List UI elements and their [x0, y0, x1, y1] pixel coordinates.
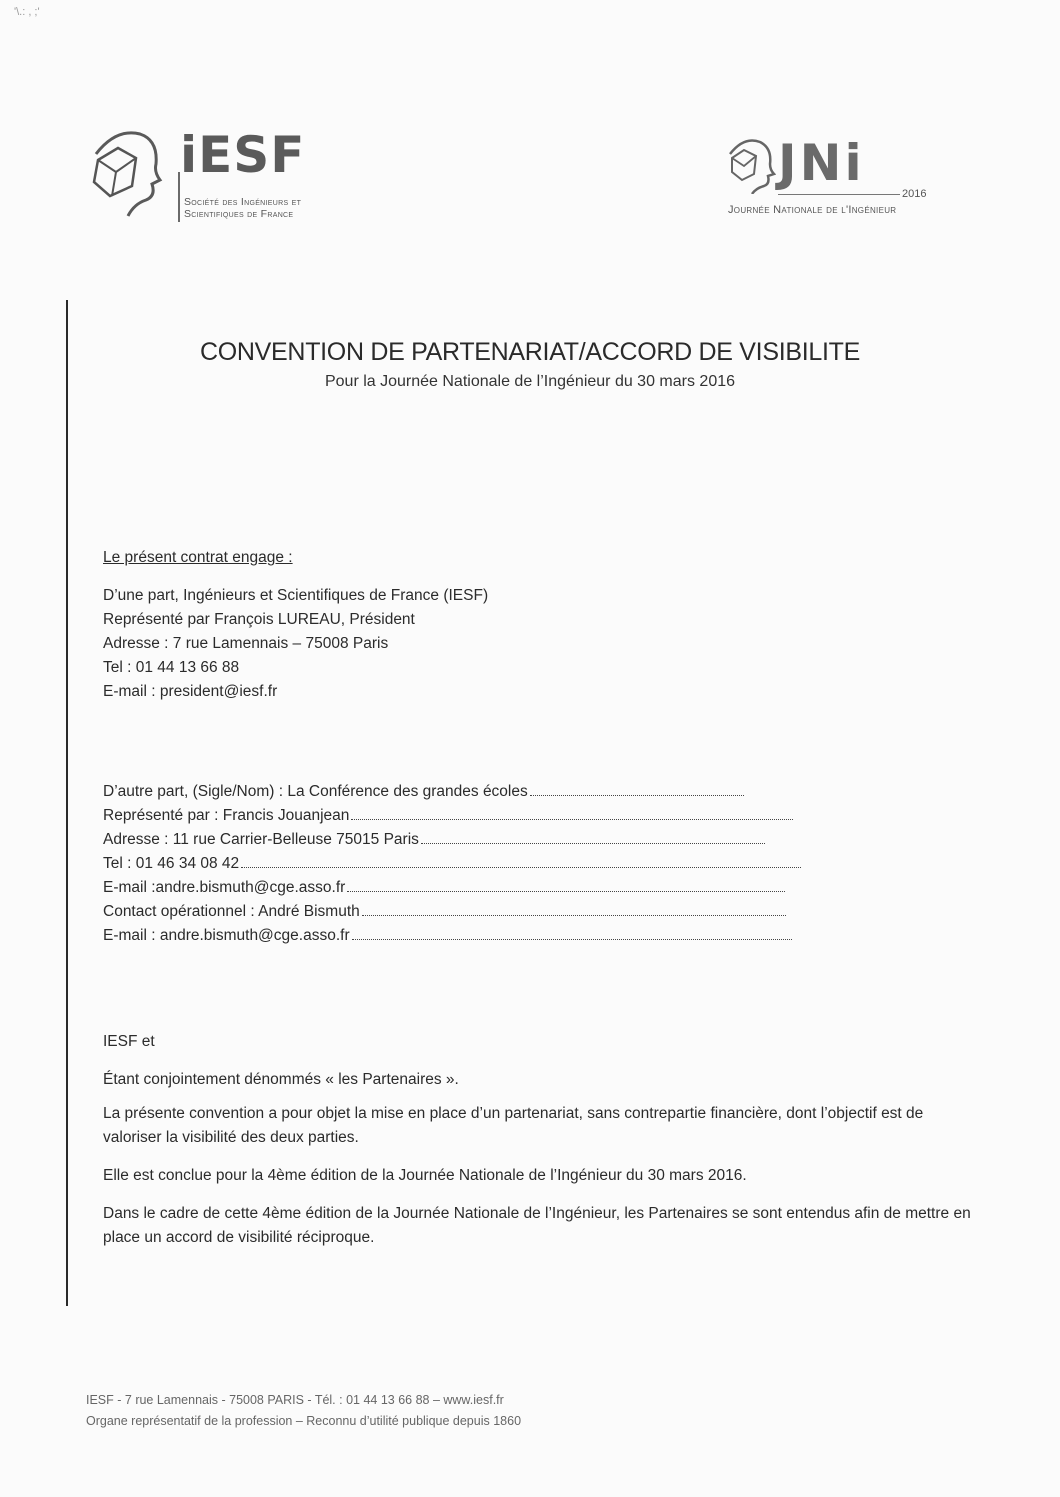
document-subtitle: Pour la Journée Nationale de l’Ingénieur du 30 mars 2016 [324, 373, 736, 390]
jni-wordmark: JNi [778, 134, 865, 192]
party2-heading-row [103, 782, 801, 806]
party2-email: E-mail :andre.bismuth@cge.asso.fr [103, 879, 346, 896]
jni-logo [722, 122, 962, 222]
jni-tagline: Journée Nationale de l'Ingénieur [728, 204, 897, 216]
party2-represented-row [103, 806, 801, 830]
page-footer [86, 1390, 521, 1432]
margin-rule [66, 300, 68, 1306]
document-title: CONVENTION DE PARTENARIAT/ACCORD DE VISIBILITE [200, 338, 860, 366]
party2-block [103, 782, 801, 950]
paragraph-agreement: Dans le cadre de cette 4ème édition de la Journée Nationale de l’Ingénieur, les Partenaires se sont entendus afin de mettre en place un accord de visibilité réciproque. [103, 1205, 971, 1246]
party1-address: Adresse : 7 rue Lamennais – 75008 Paris [103, 635, 389, 652]
party2-tel-row [103, 854, 801, 878]
party1-tel: Tel : 01 44 13 66 88 [103, 659, 240, 676]
party2-tel: Tel : 01 46 34 08 42 [103, 855, 240, 872]
party2-email-row [103, 878, 801, 902]
dotted-leader [351, 818, 793, 820]
dotted-leader [421, 842, 765, 844]
party2-email2-row [103, 926, 801, 950]
party1-email: E-mail : president@iesf.fr [103, 683, 278, 700]
jni-head-icon [722, 134, 776, 194]
iesf-tagline-line2: Scientifiques de France [184, 208, 294, 220]
jni-logo-underline [778, 194, 900, 195]
party1-represented: Représenté par François LUREAU, Président [103, 611, 415, 628]
iesf-tagline-line1: Société des Ingénieurs et [184, 196, 302, 208]
dotted-leader [352, 938, 792, 940]
party1-heading: D’une part, Ingénieurs et Scientifiques de France (IESF) [103, 587, 489, 604]
party2-address-row [103, 830, 801, 854]
iesf-tagline [184, 196, 301, 220]
iesf-logo-divider [178, 172, 180, 222]
scan-artifact: '\.: , ;' [14, 6, 40, 18]
intro-line: Le présent contrat engage : [103, 549, 293, 566]
iesf-head-icon [76, 124, 168, 220]
jni-year: 2016 [902, 188, 927, 200]
party2-contact: Contact opérationnel : André Bismuth [103, 903, 360, 920]
iesf-wordmark: iESF [180, 126, 306, 184]
party2-email2: E-mail : andre.bismuth@cge.asso.fr [103, 927, 350, 944]
party2-represented: Représenté par : Francis Jouanjean [103, 807, 350, 824]
paragraph-object: La présente convention a pour objet la mise en place d’un partenariat, sans contrepartie financière, dont l’objectif est de valoriser la visibilité des deux parties. [103, 1105, 924, 1146]
paragraph-iesf: IESF et [103, 1033, 155, 1050]
paragraph-edition: Elle est conclue pour la 4ème édition de la Journée Nationale de l’Ingénieur du 30 mars 2016. [103, 1167, 747, 1184]
dotted-leader [530, 794, 744, 796]
dotted-leader [362, 914, 786, 916]
iesf-logo [76, 118, 336, 228]
party1-block [103, 586, 488, 706]
footer-address-line: IESF - 7 rue Lamennais - 75008 PARIS - Tél. : 01 44 13 66 88 – www.iesf.fr [86, 1393, 504, 1407]
footer-status-line: Organe représentatif de la profession – Reconnu d’utilité publique depuis 1860 [86, 1414, 522, 1428]
party2-contact-row [103, 902, 801, 926]
party2-address: Adresse : 11 rue Carrier-Belleuse 75015 Paris [103, 831, 419, 848]
dotted-leader [347, 890, 785, 892]
paragraph-partners: Étant conjointement dénommés « les Partenaires ». [103, 1071, 459, 1088]
party2-heading: D’autre part, (Sigle/Nom) : La Conférence des grandes écoles [103, 783, 528, 800]
dotted-leader [241, 866, 801, 868]
